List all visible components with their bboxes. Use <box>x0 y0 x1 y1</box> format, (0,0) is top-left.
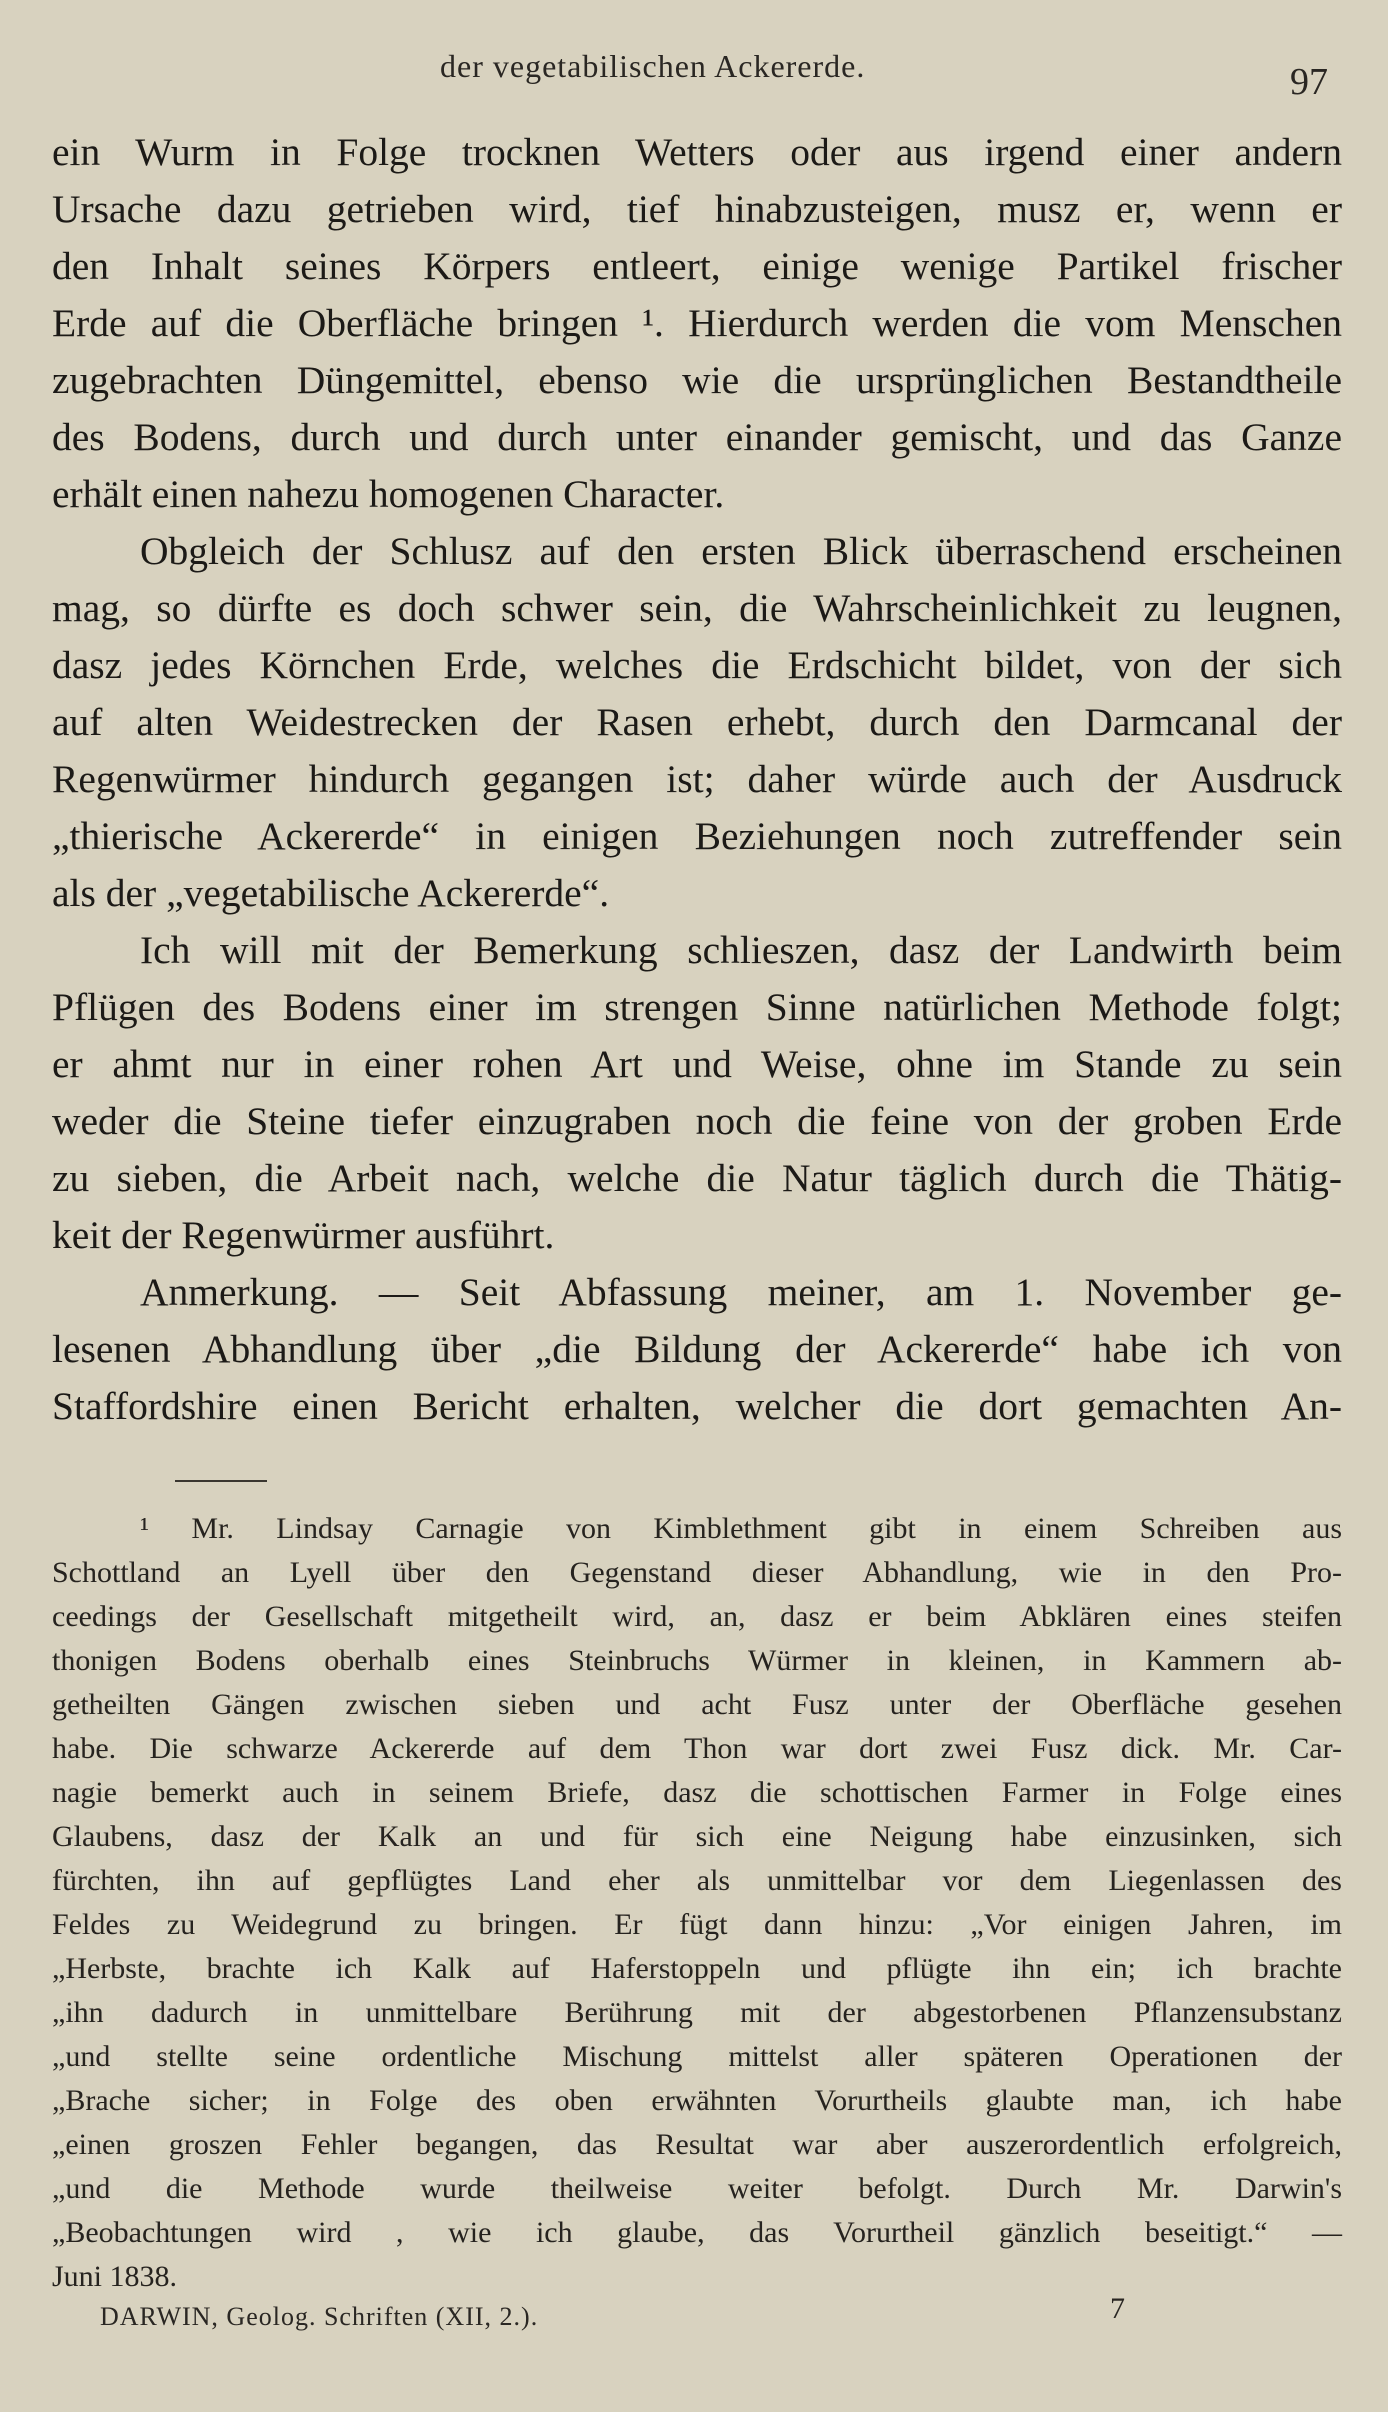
footnote-line: „Brache sicher; in Folge des oben erwähnten Vorurtheils glaubte man, ich habe <box>52 2084 1342 2117</box>
footnote-line: getheilten Gängen zwischen sieben und acht Fusz unter der Oberfläche gesehen <box>52 1688 1342 1721</box>
body-line: Pflügen des Bodens einer im strengen Sinne natürlichen Methode folgt; <box>52 985 1342 1029</box>
footnote-line: Juni 1838. <box>52 2260 178 2293</box>
body-line: erhält einen nahezu homogenen Character. <box>52 472 725 516</box>
body-line: Regenwürmer hindurch gegangen ist; daher würde auch der Ausdruck <box>52 757 1342 801</box>
footnote-divider <box>175 1480 267 1482</box>
body-line: lesenen Abhandlung über „die Bildung der Ackererde“ habe ich von <box>52 1327 1342 1371</box>
printer-signature: DARWIN, Geolog. Schriften (XII, 2.). <box>100 2302 539 2331</box>
footnote-line: Glaubens, dasz der Kalk an und für sich eine Neigung habe einzusinken, sich <box>52 1820 1342 1853</box>
body-line: weder die Steine tiefer einzugraben noch die feine von der groben Erde <box>52 1099 1342 1143</box>
signature-mark: 7 <box>1110 2292 1125 2325</box>
footnote-line: Schottland an Lyell über den Gegenstand dieser Abhandlung, wie in den Pro- <box>52 1556 1342 1589</box>
footnote-line: „einen groszen Fehler begangen, das Resultat war aber auszerordentlich erfolgreich, <box>52 2128 1342 2161</box>
footnote-line: „Beobachtungen wird , wie ich glaube, das Vorurtheil gänzlich beseitigt.“ — <box>52 2216 1342 2249</box>
footnote-line: ¹ Mr. Lindsay Carnagie von Kimblethment gibt in einem Schreiben aus <box>140 1512 1342 1545</box>
footnote-line: nagie bemerkt auch in seinem Briefe, dasz die schottischen Farmer in Folge eines <box>52 1776 1342 1809</box>
body-line: „thierische Ackererde“ in einigen Beziehungen noch zutreffender sein <box>52 814 1342 858</box>
body-line: Obgleich der Schlusz auf den ersten Blick überraschend erscheinen <box>140 529 1342 573</box>
footnote-line: thonigen Bodens oberhalb eines Steinbruchs Würmer in kleinen, in Kammern ab- <box>52 1644 1342 1677</box>
body-line: den Inhalt seines Körpers entleert, einige wenige Partikel frischer <box>52 244 1342 288</box>
footnote-line: habe. Die schwarze Ackererde auf dem Thon war dort zwei Fusz dick. Mr. Car- <box>52 1732 1342 1765</box>
body-line: zugebrachten Düngemittel, ebenso wie die ursprünglichen Bestandtheile <box>52 358 1342 402</box>
footnote-line: fürchten, ihn auf gepflügtes Land eher als unmittelbar vor dem Liegenlassen des <box>52 1864 1342 1897</box>
footnote-line: Feldes zu Weidegrund zu bringen. Er fügt dann hinzu: „Vor einigen Jahren, im <box>52 1908 1342 1941</box>
footnote-line: ceedings der Gesellschaft mitgetheilt wird, an, dasz er beim Abklären eines steifen <box>52 1600 1342 1633</box>
footnote-line: „und stellte seine ordentliche Mischung mittelst aller späteren Operationen der <box>52 2040 1342 2073</box>
body-line: Erde auf die Oberfläche bringen ¹. Hierdurch werden die vom Menschen <box>52 301 1342 345</box>
page-number: 97 <box>1290 61 1328 103</box>
body-line: mag, so dürfte es doch schwer sein, die Wahrscheinlichkeit zu leugnen, <box>52 586 1342 630</box>
body-line: als der „vegetabilische Ackererde“. <box>52 871 610 915</box>
body-line: des Bodens, durch und durch unter einander gemischt, und das Ganze <box>52 415 1342 459</box>
body-line: er ahmt nur in einer rohen Art und Weise, ohne im Stande zu sein <box>52 1042 1342 1086</box>
body-line: ein Wurm in Folge trocknen Wetters oder aus irgend einer andern <box>52 130 1342 174</box>
body-line: keit der Regenwürmer ausführt. <box>52 1213 555 1257</box>
body-line: Staffordshire einen Bericht erhalten, welcher die dort gemachten An- <box>52 1384 1342 1428</box>
body-line: dasz jedes Körnchen Erde, welches die Erdschicht bildet, von der sich <box>52 643 1342 687</box>
footnote-line: „Herbste, brachte ich Kalk auf Haferstoppeln und pflügte ihn ein; ich brachte <box>52 1952 1342 1985</box>
running-head <box>0 48 1388 108</box>
body-line: auf alten Weidestrecken der Rasen erhebt, durch den Darmcanal der <box>52 700 1342 744</box>
running-title: der vegetabilischen Ackererde. <box>440 48 866 84</box>
body-line: Ich will mit der Bemerkung schlieszen, dasz der Landwirth beim <box>140 928 1342 972</box>
footnote-line: „und die Methode wurde theilweise weiter befolgt. Durch Mr. Darwin's <box>52 2172 1342 2205</box>
body-line: zu sieben, die Arbeit nach, welche die Natur täglich durch die Thätig- <box>52 1156 1342 1200</box>
footnote-line: „ihn dadurch in unmittelbare Berührung mit der abgestorbenen Pflanzensubstanz <box>52 1996 1342 2029</box>
body-line: Anmerkung. — Seit Abfassung meiner, am 1. November ge- <box>140 1270 1342 1314</box>
body-line: Ursache dazu getrieben wird, tief hinabzusteigen, musz er, wenn er <box>52 187 1342 231</box>
